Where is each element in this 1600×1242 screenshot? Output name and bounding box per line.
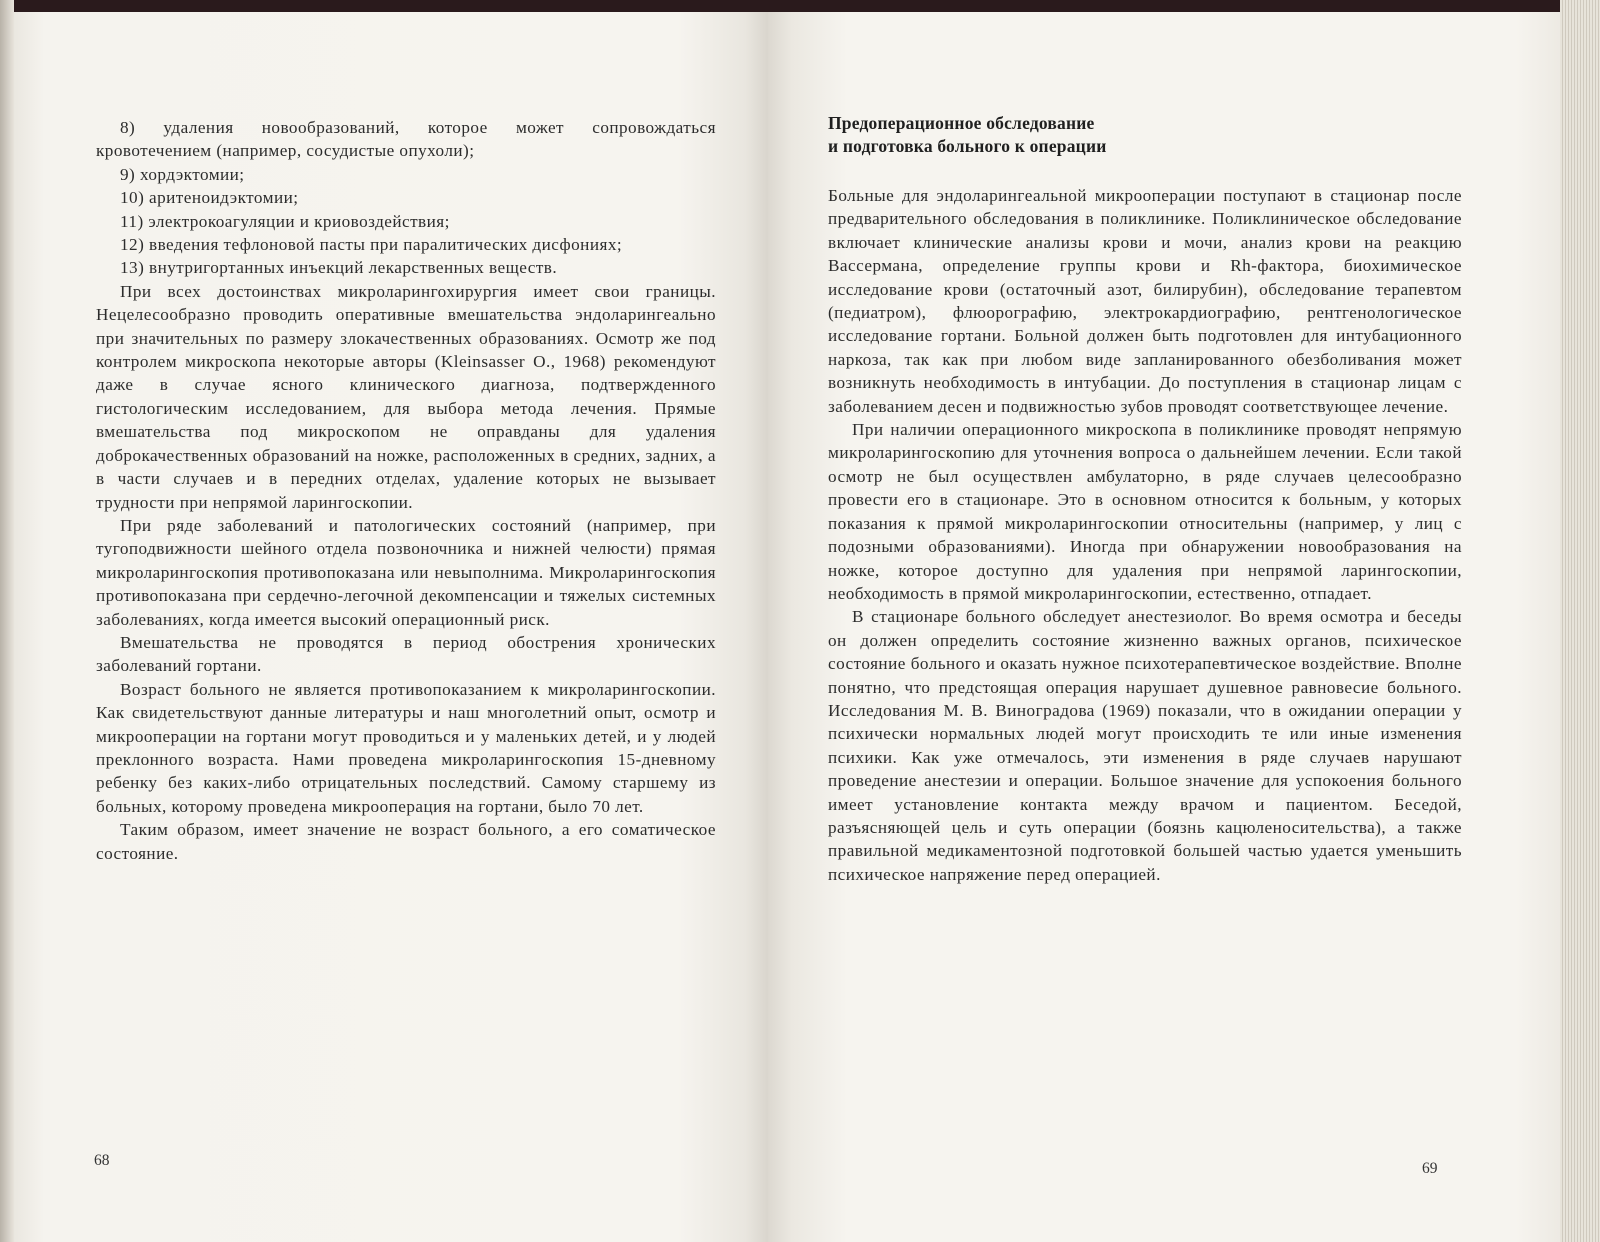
list-item: 9) хордэктомии; (120, 164, 245, 184)
paragraph: В стационаре больного обследует анестезиолог. Во время осмотра и беседы он должен определить состояние жизненно важных органов, психическое состояние больного и оказать нужное психотерапевтическое воздействие. Вполне понятно, что предстоящая операция нарушает душевное равновесие больного. Исследования М. В. Виноградова (1969) показали, что в ожидании операции у психически нормальных людей могут происходить те или иные изменения психики. Как уже отмечалось, эти изменения в ряде случаев нарушают проведение анестезии и операции. Большое значение для успокоения больного имеет установление контакта между врачом и пациентом. Беседой, разъясняющей цель и суть операции (боязнь кацюленосительства), а также правильной медикаментозной подготовкой большей частью удается уменьшить психическое напряжение перед операцией. (828, 607, 1462, 884)
paragraph: Таким образом, имеет значение не возраст больного, а его соматическое состояние. (96, 820, 716, 863)
right-page-text (828, 184, 1462, 886)
left-page (14, 12, 768, 1242)
paragraph: Больные для эндоларингеальной микрооперации поступают в стационар после предварительного обследования в поликлинике. Поликлиническое обследование включает клинические анализы крови и мочи, анализ крови на реакцию Вассермана, определение группы крови и Rh-фактора, биохимическое исследование крови (остаточный азот, билирубин), обследование терапевтом (педиатром), флюорографию, электрокардиографию, рентгенологическое исследование гортани. Больной должен быть подготовлен для интубационного наркоза, так как при любом виде запланированного обезболивания может возникнуть необходимость в интубации. До поступления в стационар лицам с заболеванием десен и подвижностью зубов проводят соответствующее лечение. (828, 186, 1462, 416)
list-item: 10) аритеноидэктомии; (120, 188, 299, 208)
section-heading-line: и подготовка больного к операции (828, 136, 1107, 156)
list-item: 11) электрокоагуляции и криовоздействия; (120, 211, 450, 231)
left-page-edge (0, 0, 14, 1242)
right-page (768, 12, 1564, 1242)
section-heading-line: Предоперационное обследование (828, 113, 1095, 133)
list-item: 13) внутригортанных инъекций лекарственных веществ. (120, 258, 558, 278)
paragraph: При наличии операционного микроскопа в поликлинике проводят непрямую микроларингоскопию для уточнения вопроса о дальнейшем лечении. Если такой осмотр не был осуществлен амбулаторно, в ряде случаев целесообразно провести его в стационаре. Это в основном относится к больным, у которых показания к прямой микроларингоскопии относительны (например, у лиц с подозными образованиями). Иногда при обнаружении новообразования на ножке, которое доступно для удаления при непрямой ларингоскопии, необходимость в прямой микроларингоскопии, естественно, отпадает. (828, 420, 1462, 603)
section-heading (828, 112, 1428, 158)
left-page-text (96, 116, 716, 865)
paragraph: При всех достоинствах микроларингохирургия имеет свои границы. Нецелесообразно проводить оперативные вмешательства эндоларингеально при значительных по размеру злокачественных образованиях. Осмотр же под контролем микроскопа некоторые авторы (Kleinsasser O., 1968) рекомендуют даже в случае ясного клинического диагноза, подтвержденного гистологическим исследованием, для выбора метода лечения. Прямые вмешательства под микроскопом не оправданы для удаления доброкачественных образований на ножке, расположенных в средних, задних, а в части случаев и в передних отделах, удаление которых не вызывает трудности при непрямой ларингоскопии. (96, 281, 716, 512)
list-item: 12) введения тефлоновой пасты при паралитических дисфониях; (120, 235, 623, 255)
list-item: 8) удаления новообразований, которое может сопровождаться кровотечением (например, сосудистые опухоли); (96, 118, 716, 161)
page-number-right: 69 (1422, 1160, 1438, 1177)
right-page-edge (1560, 0, 1600, 1242)
paragraph: Возраст больного не является противопоказанием к микроларингоскопии. Как свидетельствуют данные литературы и наш многолетний опыт, осмотр и микрооперации на гортани могут проводиться и у маленьких детей, и у людей преклонного возраста. Нами проведена микроларингоскопия 15-дневному ребенку без каких-либо отрицательных последствий. Самому старшему из больных, которому проведена микрооперация на гортани, было 70 лет. (96, 679, 716, 816)
page-number-left: 68 (94, 1152, 110, 1169)
paragraph: Вмешательства не проводятся в период обострения хронических заболеваний гортани. (96, 632, 716, 676)
paragraph: При ряде заболеваний и патологических состояний (например, при тугоподвижности шейного отдела позвоночника и нижней челюсти) прямая микроларингоскопия противопоказана или невыполнима. Микроларингоскопия противопоказана при сердечно-легочной декомпенсации и тяжелых системных заболеваниях, когда имеется высокий операционный риск. (96, 515, 716, 629)
